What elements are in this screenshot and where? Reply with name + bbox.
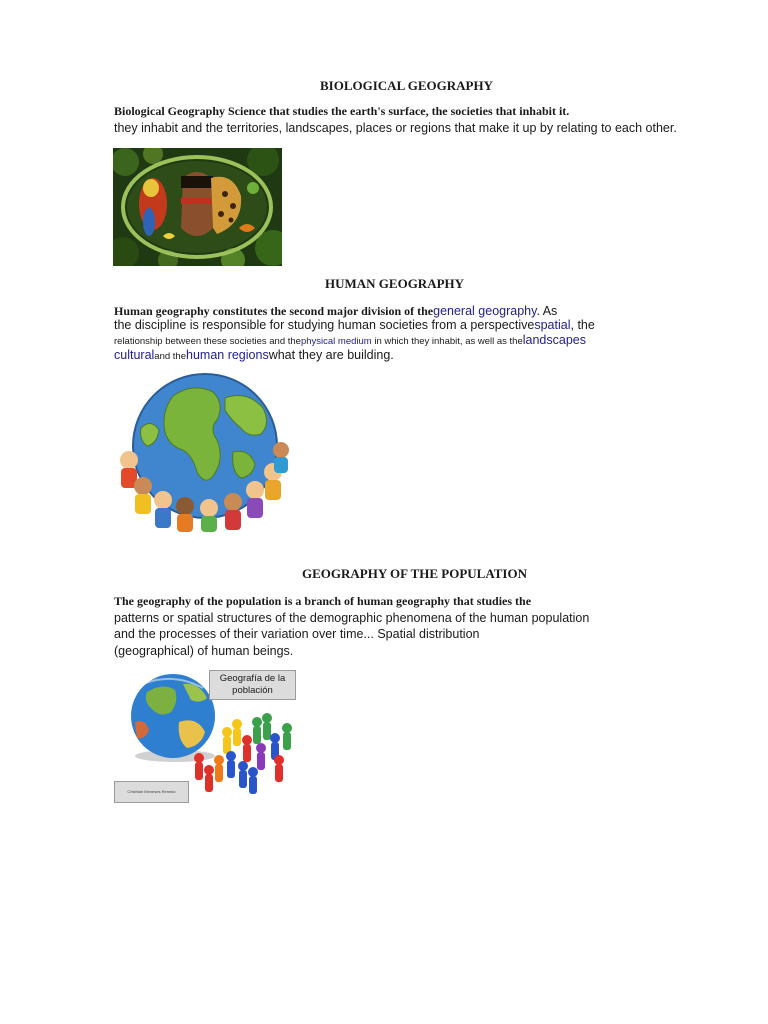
population-image-label: Geografía de la población: [209, 670, 296, 700]
population-image-caption: Cristhian Meneses Renedo: [114, 781, 189, 803]
link-general-geography[interactable]: general geography: [433, 304, 537, 318]
human-line-2: [114, 318, 595, 332]
link-human-regions[interactable]: human regions: [186, 348, 269, 362]
population-title: GEOGRAPHY OF THE POPULATION: [302, 566, 527, 581]
bio-body-text: they inhabit and the territories, landscapes, places or regions that make it up by relating to each other.: [114, 121, 677, 135]
human-line-2-text: the discipline is responsible for studying human societies from a perspective: [114, 318, 535, 332]
human-line-4-tail: what they are building.: [268, 348, 394, 362]
population-lead-text: The geography of the population is a branch of human geography that studies the: [114, 594, 532, 608]
globe-children-image: [113, 368, 295, 534]
human-lead-text: Human geography constitutes the second major division of the: [114, 304, 434, 318]
rainforest-collage-image: [113, 148, 282, 266]
human-line-1-tail: . As: [536, 304, 558, 318]
bio-lead-text: Biological Geography Science that studies the earth's surface, the societies that inhabit it.: [114, 104, 570, 118]
human-line-4: [114, 348, 394, 362]
link-spatial[interactable]: spatial: [534, 318, 571, 332]
human-line-3-text: relationship between these societies and the: [114, 336, 301, 347]
human-line-4-and: and the: [154, 351, 186, 362]
human-title: HUMAN GEOGRAPHY: [325, 276, 465, 291]
population-line-4: (geographical) of human beings.: [114, 644, 294, 658]
human-line-2-tail: , the: [570, 318, 595, 332]
population-globe-image: [113, 668, 298, 806]
bio-title: BIOLOGICAL GEOGRAPHY: [320, 78, 493, 93]
population-line-2: patterns or spatial structures of the demographic phenomena of the human population: [114, 611, 590, 625]
link-landscapes[interactable]: landscapes: [522, 333, 586, 347]
population-line-3: and the processes of their variation over time... Spatial distribution: [114, 627, 480, 641]
human-line-3: [114, 333, 678, 347]
link-physical-medium[interactable]: physical medium: [300, 336, 372, 347]
link-cultural[interactable]: cultural: [114, 348, 155, 362]
human-line-3-mid: in which they inhabit, as well as the: [371, 336, 523, 347]
